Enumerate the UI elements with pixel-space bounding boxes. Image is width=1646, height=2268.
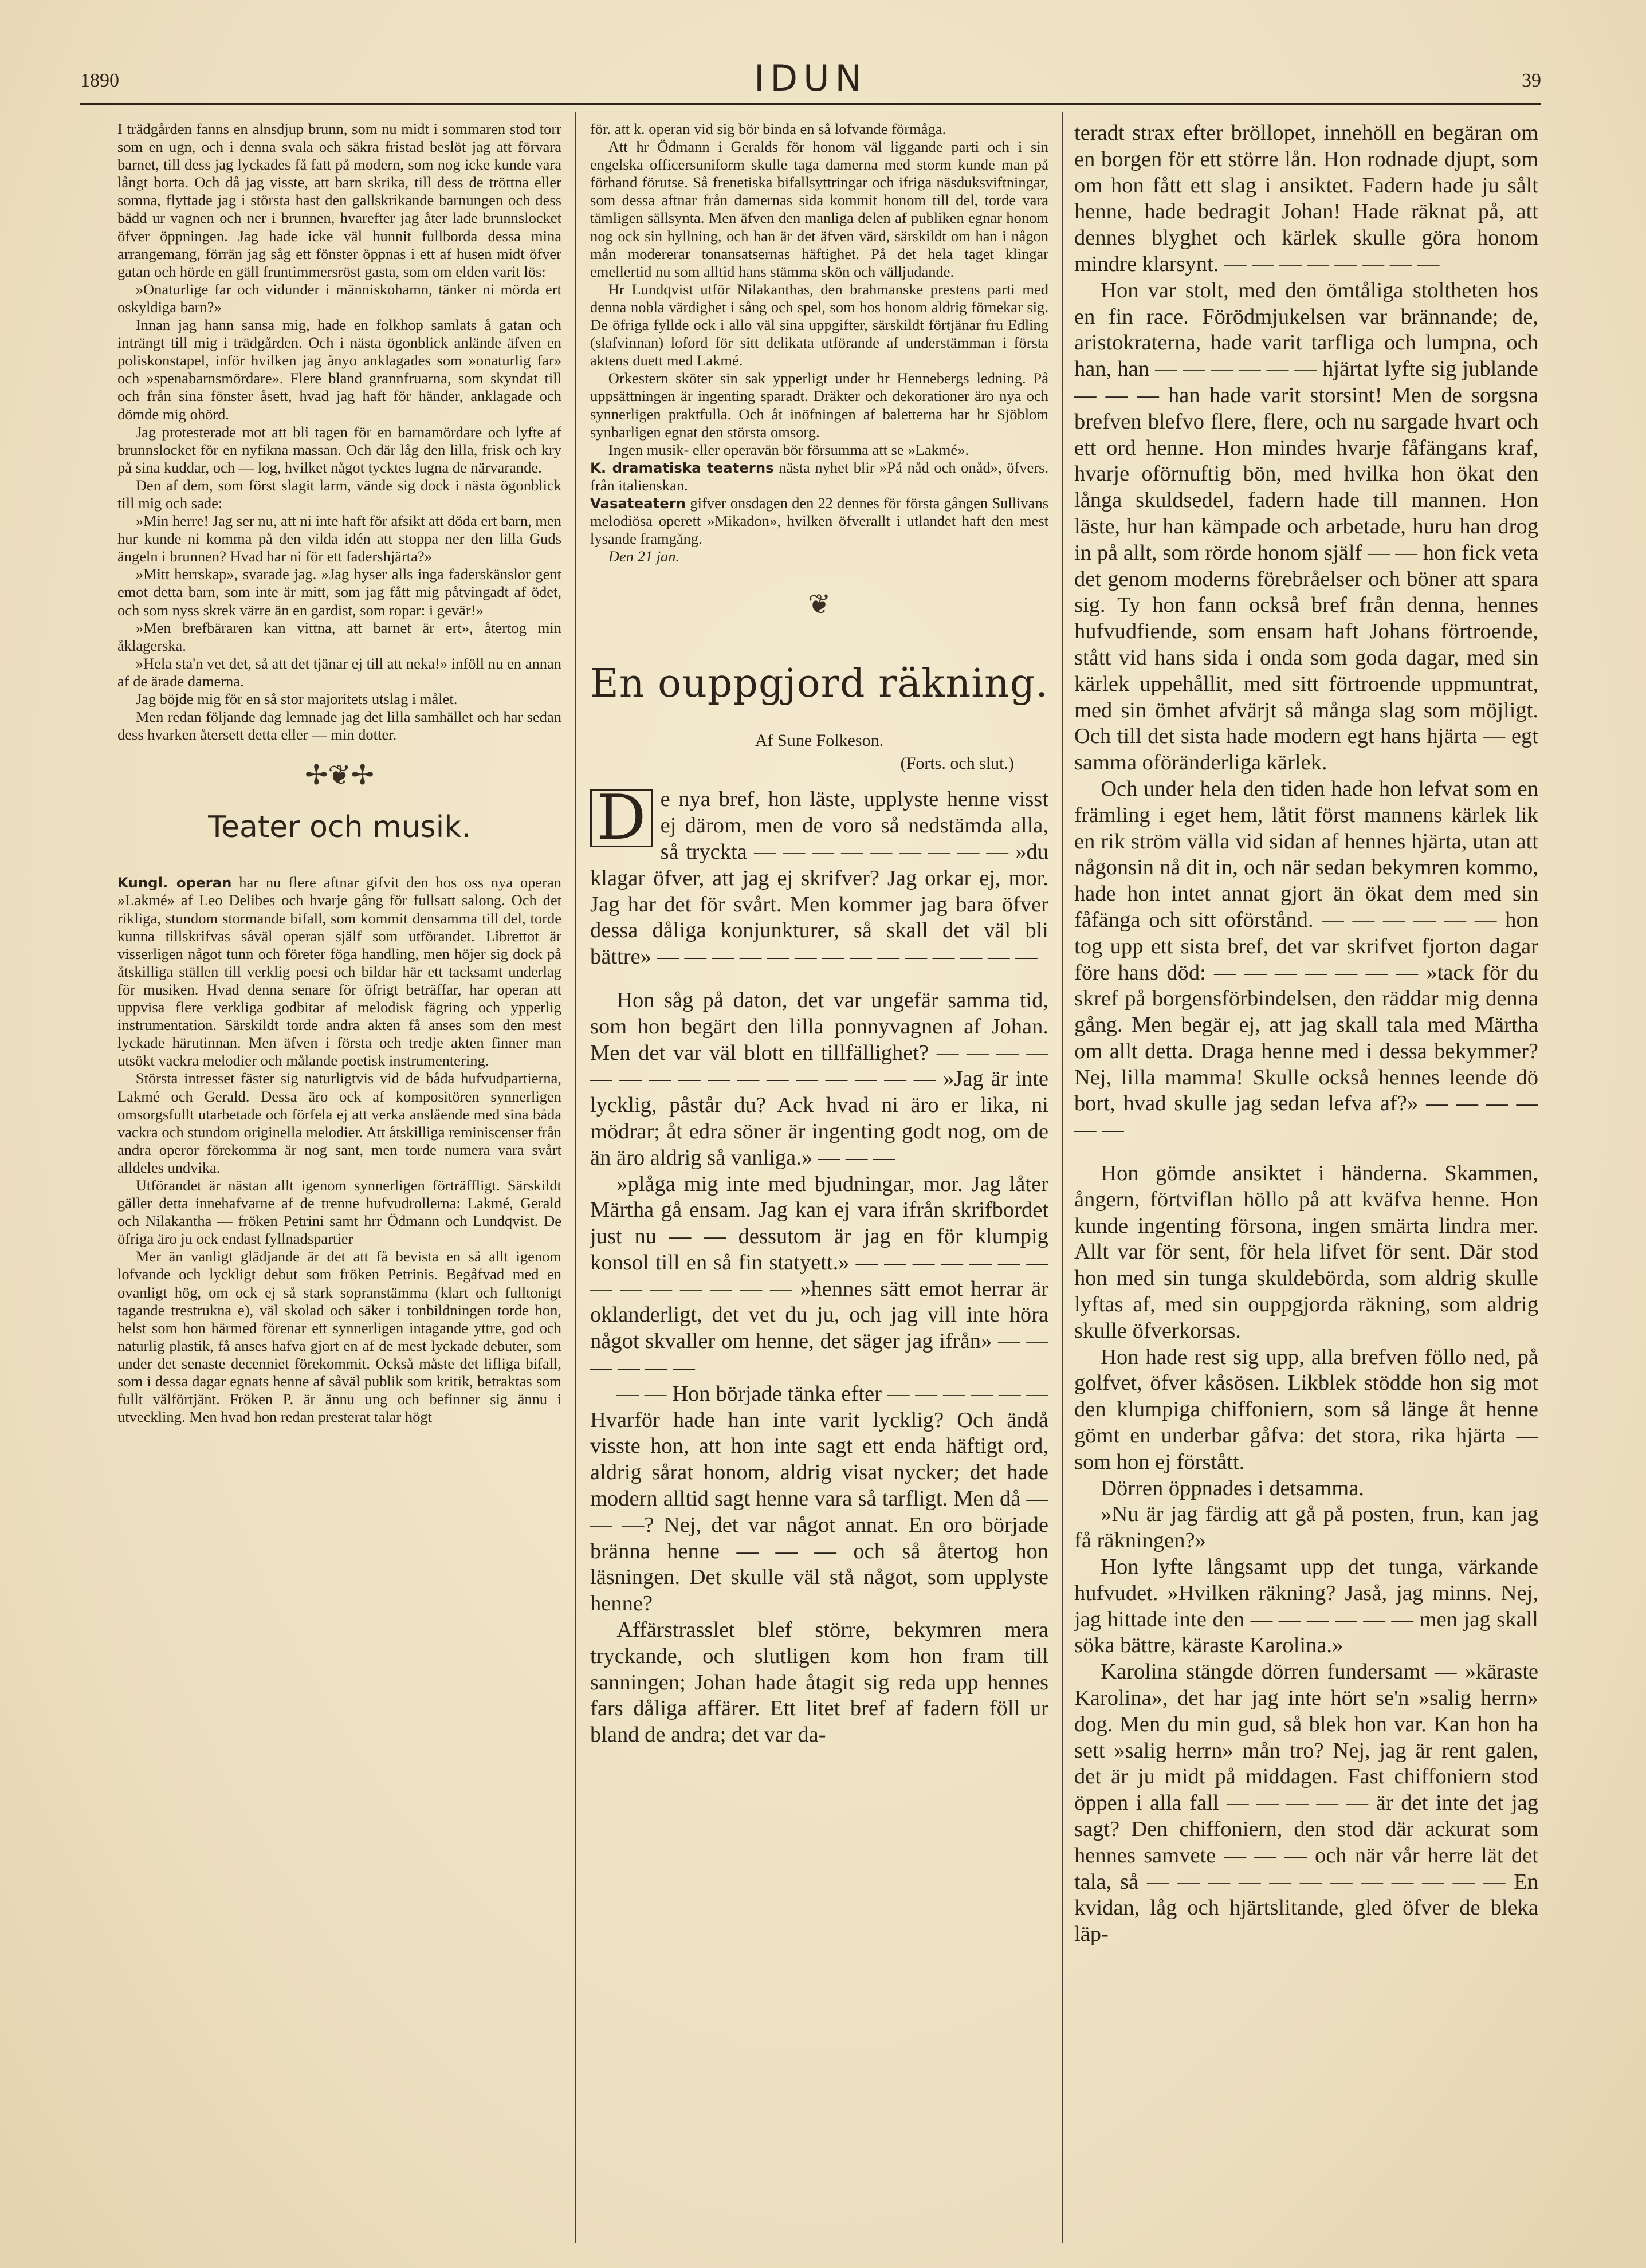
paragraph: — — Hon började tänka efter — — — — — — Hvarför hade han inte varit lycklig? Och ändå visste hon, att hon inte sagt ett enda häftigt ord, aldrig sårat honom, aldrig visat nycker; det hade modern alltid sagt henne vara så tarfligt. Men då — — —? Nej, det var något annat. En oro började bränna henne — — — och så återtog hon läsningen. Det skulle väl stå något, som upplyste henne? xyxy=(590,1381,1048,1616)
paragraph: Den af dem, som först slagit larm, vände sig dock i nästa ögonblick till mig och sade: xyxy=(117,476,561,512)
column-1 xyxy=(117,120,561,2246)
paragraph: Innan jag hann sansa mig, hade en folkhop samlats å gatan och inträngt till mig i trädgården. Och i nästa ögonblick anlände äfven en poliskonstapel, inför hvilken jag ånyo anklagades som »onaturlig far» och »spenabarnsmördare». Flere bland grannfruarna, som skyndat till och från sina fönster åsett, hvad jag haft för händer, anklagade och dömde mig ohörd. xyxy=(117,316,561,423)
paragraph xyxy=(590,494,1048,548)
header-rule-thick xyxy=(80,103,1541,105)
item-lead: Kungl. operan xyxy=(117,874,232,891)
paragraph: Men redan följande dag lemnade jag det lilla samhället och har sedan dess hvarken återsett detta eller — min dotter. xyxy=(117,708,561,744)
paragraph: »Mitt herrskap», svarade jag. »Jag hyser alls inga faderskänslor gent emot detta barn, som inte är mitt, som jag fått mig påtvingadt af ödet, och som nyss skrek värre än en gardist, som ropar: i gevär!» xyxy=(117,565,561,619)
paragraph-text: e nya bref, hon läste, upplyste henne visst ej därom, men de voro så nedstämda alla, så tryckta — — — — — — — — — »du klagar öfver, att jag ej skrifver? Jag orkar ej, mor. Jag har det för svårt. Men kommer jag bara öfver dessa dåliga konjunkturer, så skall det väl bli bättre» — — — — — — — — — — — — — — xyxy=(590,787,1048,969)
paragraph: Och under hela den tiden hade hon lefvat som en främling i eget hem, låtit först mannens kärlek lik en rik ström välla vid sidan af hennes hjärta, utan att någonsin nå dit in, och när sedan bekymren kommo, hade hon intet annat gjort än ökat dem med sin fåfänga och sitt oförstånd. — — — — — — hon tog upp ett sista bref, det var skrifvet fjorton dagar före hans död: — — — — — — — »tack för du skref på borgensförbindelsen, den räddar mig denna gång. Men begär ej, att jag skall tala med Märtha om allt detta. Draga henne med i dessa bekymmer? Nej, lilla mamma! Skulle också hennes leende dö bort, hvad skulle jag sedan lefva af?» — — — — — — xyxy=(1074,776,1538,1142)
paragraph: Att hr Ödmann i Geralds för honom väl liggande parti och i sin engelska officersuniform skulle taga damerna med storm kunde man på förhand förutse. Så frenetiska bifallsyttringar och ifriga näsduksviftningar, som dessa aftnar från damernas sida kommit honom till del, torde vara tämligen sällsynta. Men äfven den manliga delen af publiken egnar honom nog ock sin hyllning, och han är det äfven värd, särskildt om han i någon mån modererar tonansatsernas häftighet. På det hela taget klingar emellertid nu som alltid hans stämma skön och välljudande. xyxy=(590,138,1048,280)
column-divider-2 xyxy=(1062,112,1063,2243)
byline: Af Sune Folkeson. xyxy=(755,731,884,750)
column-3 xyxy=(1074,120,1538,2246)
paragraph xyxy=(590,782,1048,970)
ornament-divider-icon: ✢❦✢ xyxy=(305,760,374,791)
paragraph: Ingen musik- eller operavän bör försumma att se »Lakmé». xyxy=(608,441,969,458)
item-lead: K. dramatiska teaterns xyxy=(590,459,774,476)
paragraph: »Min herre! Jag ser nu, att ni inte haft för afsikt att döda ert barn, men hur kunde ni komma på den vilda idén att stoppa ner den lilla Guds ängeln i brunnen? Hvad har ni för ett fadershjärta?» xyxy=(117,512,561,565)
paragraph: »Hela sta'n vet det, så att det tjänar ej till att neka!» inföll nu en annan af de ärade damerna. xyxy=(117,654,561,690)
paragraph: Jag protesterade mot att bli tagen för en barnamördare och lyfte af brunnslocket för en nyfikna massan. Och där låg den lilla, frisk och kry på sina kuddar, och — log, hvilket något tycktes lugna de närvarande. xyxy=(117,423,561,476)
paragraph: »Nu är jag färdig att gå på posten, frun, kan jag få räkningen?» xyxy=(1074,1502,1538,1553)
paragraph: Affärstrasslet blef större, bekymren mera tryckande, och slutligen kom hon fram till sanningen; Johan hade åtagit sig reda upp hennes fars dåliga affärer. Ett litet bref af fadern föll ur bland de andra; det var da- xyxy=(590,1618,1048,1747)
paragraph: »Onaturlige far och vidunder i människohamn, tänker ni mörda ert oskyldiga barn?» xyxy=(117,280,561,316)
item-lead: Vasateatern xyxy=(590,494,686,512)
paragraph xyxy=(590,459,1048,494)
paragraph: Mer än vanligt glädjande är det att få bevista en så allt igenom lofvande och lyckligt debut som fröken Petrinis. Begåfvad med en ovanligt hög, om ock ej så stark sopranstämma (klart och fulltonigt tagande trestrukna e), väl skolad och säker i tonbildningen torde hon, helst som hon härmed förenar ett synnerligen intagande yttre, god och naturlig plastik, få anses hafva gjort en af de mest lyckade debuter, som under det senaste decenniet förekommit. Också måste det lifliga bifall, som i dessa dagar egnats henne af såväl publik som kritik, betraktas som fullt välförtjänt. Fröken P. är ännu ung och befinner sig ännu i utveckling. Men hvad hon redan presterat talar högt xyxy=(117,1248,561,1426)
ornament-divider-icon: ❦ xyxy=(807,589,831,620)
masthead-title: IDUN xyxy=(754,57,867,99)
paragraph: Hon såg på daton, det var ungefär samma tid, som hon begärt den lilla ponnyvagnen af Johan. Men det var väl blott en tillfällighet? — — — — — — — — — — — — — — — — »Jag är inte lycklig, påstår du? Ack hvad ni äro er lika, ni mödrar; åt edra söner är ingenting godt nog, om de än äro aldrig så vanliga.» — — — xyxy=(590,988,1048,1170)
paragraph: Orkestern sköter sin sak ypperligt under hr Hennebergs ledning. På uppsättningen är ingenting sparadt. Dräkter och dekorationer äro nya och synnerligen praktfulla. Och åt inöfningen af baletterna har hr Sjöblom synbarligen egnat den största omsorg. xyxy=(590,370,1048,441)
page-number: 39 xyxy=(1522,70,1541,91)
paragraph: teradt strax efter bröllopet, innehöll en begäran om en borgen för ett större lån. Hon rodnade djupt, som om hon fått ett slag i ansiktet. Fadern hade ju sålt henne, hade bedragit Johan! Hade räknat på, att dennes blyghet och kärlek skulle göra honom mindre klarsynt. — — — — — — — — xyxy=(1074,121,1538,276)
paragraph: Hon hade rest sig upp, alla brefven föllo ned, på golfvet, öfver kåsösen. Likblek stödde hon sig mot den klumpiga chiffoniern, som så länge åt henne gömt en underbar gåfva: det stora, rika hjärta — som hon ej förstått. xyxy=(1074,1345,1538,1474)
paragraph: Hon gömde ansiktet i händerna. Skammen, ångern, förtviflan höllo på att kväfva henne. Hon kunde ingenting försona, ingen smärta lindra mer. Allt var för sent, för hela lifvet för sent. Där stod hon med sin tunga skuldebörda, som aldrig skulle lyftas af, med sin ouppgjorda räkning, som aldrig skulle öfverkorsas. xyxy=(1074,1161,1538,1343)
theater-continuation xyxy=(590,120,1048,565)
column-divider-1 xyxy=(575,112,576,2243)
paragraph: Jag böjde mig för en så stor majoritets utslag i målet. xyxy=(135,690,458,707)
paragraph: »Men brefbäraren kan vittna, att barnet är ert», återtog min åklagerska. xyxy=(117,619,561,654)
item-text: har nu flere aftnar gifvit den hos oss nya operan »Lakmé» af Leo Delibes och hvarje gång för fullsatt salong. Och det rikliga, stundom stormande bifall, som kommit densamma till del, torde kunna tillskrifvas såväl operan själf som utförandet. Librettot är visserligen något tunn och företer föga handling, men höjer sig dock på åtskilliga ställen till verklig poesi och bildar här ett tacksamt underlag för musiken. Hvad denna senare för öfrigt beträffar, har operan att uppvisa flere verkliga godbitar af melodisk fägring och ypperlig instrumentation. Särskildt torde andra akten få anses som den mest lyckade härutinnan. Men äfven i första och tredje akten finner man utsökt vackra melodier och målande poetisk instrumentering. xyxy=(117,874,561,1070)
item-text: nästa nyhet blir »På nåd och onåd», öfvers. från italienskan. xyxy=(590,458,1048,494)
dateline: Den 21 jan. xyxy=(608,548,680,565)
item-text: gifver onsdagen den 22 dennes för första gången Sullivans melodiösa operett »Mikadon», hvilken öfverallt i utlandet haft den mest lysande framgång. xyxy=(590,494,1048,548)
page-header xyxy=(80,57,1541,107)
paragraph: Hr Lundqvist utför Nilakanthas, den brahmanske prestens parti med denna nobla värdighet i sång och spel, som hos honom aldrig förnekar sig. De öfriga fyllde ock i allo väl sina uppgifter, särskildt förtjänar fru Edling (slafvinnan) loford för sitt delikata utförande af understämman i första aktens duett med Lakmé. xyxy=(590,280,1048,370)
paragraph: I trädgården fanns en alnsdjup brunn, som nu midt i sommaren stod torr som en ugn, och i denna svala och säkra fristad beslöt jag att förvara barnet, till dess jag lyckades få fatt på modern, som nog icke kunde vara långt borta. Och då jag visste, att barn skrika, till dess de tröttna eller somna, flyttade jag i största hast den gallskrikande barnungen och dess bädd ur vagnen och ner i brunnen, hvarefter jag åter lade brunnslocket öfver öppningen. Jag hade icke väl hunnit fullborda dessa mina arrangemang, förrän jag såg ett fönster öppnas i ett af husen midt öfver gatan och hörde en gäll fruntimmersröst gasta, som om elden varit lös: xyxy=(117,120,561,280)
paragraph: Hon var stolt, med den ömtåliga stoltheten hos en fin race. Förödmjukelsen var brännande; de, aristokraterna, hade varit tarfliga och lumpna, och han, han — — — — — — hjärtat lyfte sig jublande — — — han hade varit storsint! Men de sorgsna brefven blefvo flere, flere, och nu sargade hvart och ett ord henne. Hon mindes hvarje fåfängans kraf, hvarje oförnuftig bön, med hvilka hon ökat den långa skuldsedel, fadern hade till mannen. Hon läste, hur han kämpade och arbetade, huru han drog in på allt, som rörde honom själf — — hon fick veta det genom moderns förebråelser och böner att spara sig. Ty hon fann också bref från denna, hennes hufvudfiende, som ensam haft Johans förtroende, stått vid hans sida i onda som goda dagar, med sin kärlek uppehållit, med sitt förtroende uppmuntrat, med sin ömhet afvärjt så många slag som möjligt. Och till det sista hade modern egt hans hjärta — egt samma oföränderliga kärlek. xyxy=(1074,278,1538,775)
paragraph: Hon lyfte långsamt upp det tunga, värkande hufvudet. »Hvilken räkning? Jaså, jag minns. Nej, jag hittade inte den — — — — — — men jag skall söka bättre, käraste Karolina.» xyxy=(1074,1555,1538,1658)
paragraph: »plåga mig inte med bjudningar, mor. Jag låter Märtha gå ensam. Jag kan ej vara ifrån skrifbordet just nu — — dessutom är jag en för klumpig konsol till en så fin statyett.» — — — — — — — — — — — — — — »hennes sätt emot herrar är oklanderligt, det vet du ju, och jag vill inte höra något skvaller om henne, det säger jag ifrån» — — — — — — xyxy=(590,1172,1048,1380)
paragraph: Största intresset fäster sig naturligtvis vid de båda hufvudpartierna, Lakmé och Gerald. Dessa äro ock af kompositören synnerligen omsorgsfullt utarbetade och förfela ej att verka anslående med sina båda vackra och stundom originella melodier. Att åtskilliga reminiscenser från andra operor förekomma är nog sant, men torde numera vara svårt alldeles undvika. xyxy=(117,1070,561,1176)
paragraph: Dörren öppnades i detsamma. xyxy=(1101,1476,1364,1500)
paragraph: Karolina stängde dörren fundersamt — »käraste Karolina», det har jag inte hört se'n »salig herrn» dog. Men du min gud, så blek hon var. Kan hon ha sett »salig herrn» mån tro? Nej, jag är rent galen, det är ju midt på middagen. Fast chiffoniern stod öppen i alla fall — — — — — är det inte det jag sagt? Den chiffoniern, den stod där ackurat som hennes samvete — — — och när vår herre lät det tala, så — — — — — — — — — — — — En kvidan, låg och hjärtslitande, gled öfver de bleka läp- xyxy=(1074,1660,1538,1947)
paragraph xyxy=(117,874,561,1070)
header-year: 1890 xyxy=(80,70,119,91)
drop-cap: D xyxy=(590,789,653,847)
section-title: Teater och musik. xyxy=(208,810,471,845)
paragraph: Utförandet är nästan allt igenom synnerligen förträffligt. Särskildt gäller detta innehafvarne af de trenne hufvudrollerna: Lakmé, Gerald och Nilakantha — fröken Petrini samt hrr Ödmann och Lundqvist. De öfriga äro ju ock endast fyllnadspartier xyxy=(117,1176,561,1248)
paragraph: för. att k. operan vid sig bör binda en så lofvande förmåga. xyxy=(590,120,946,137)
byline-note: (Forts. och slut.) xyxy=(900,754,1014,773)
column-2 xyxy=(590,120,1048,2246)
story-title: En ouppgjord räkning. xyxy=(590,661,1048,707)
story-body xyxy=(590,782,1048,1748)
